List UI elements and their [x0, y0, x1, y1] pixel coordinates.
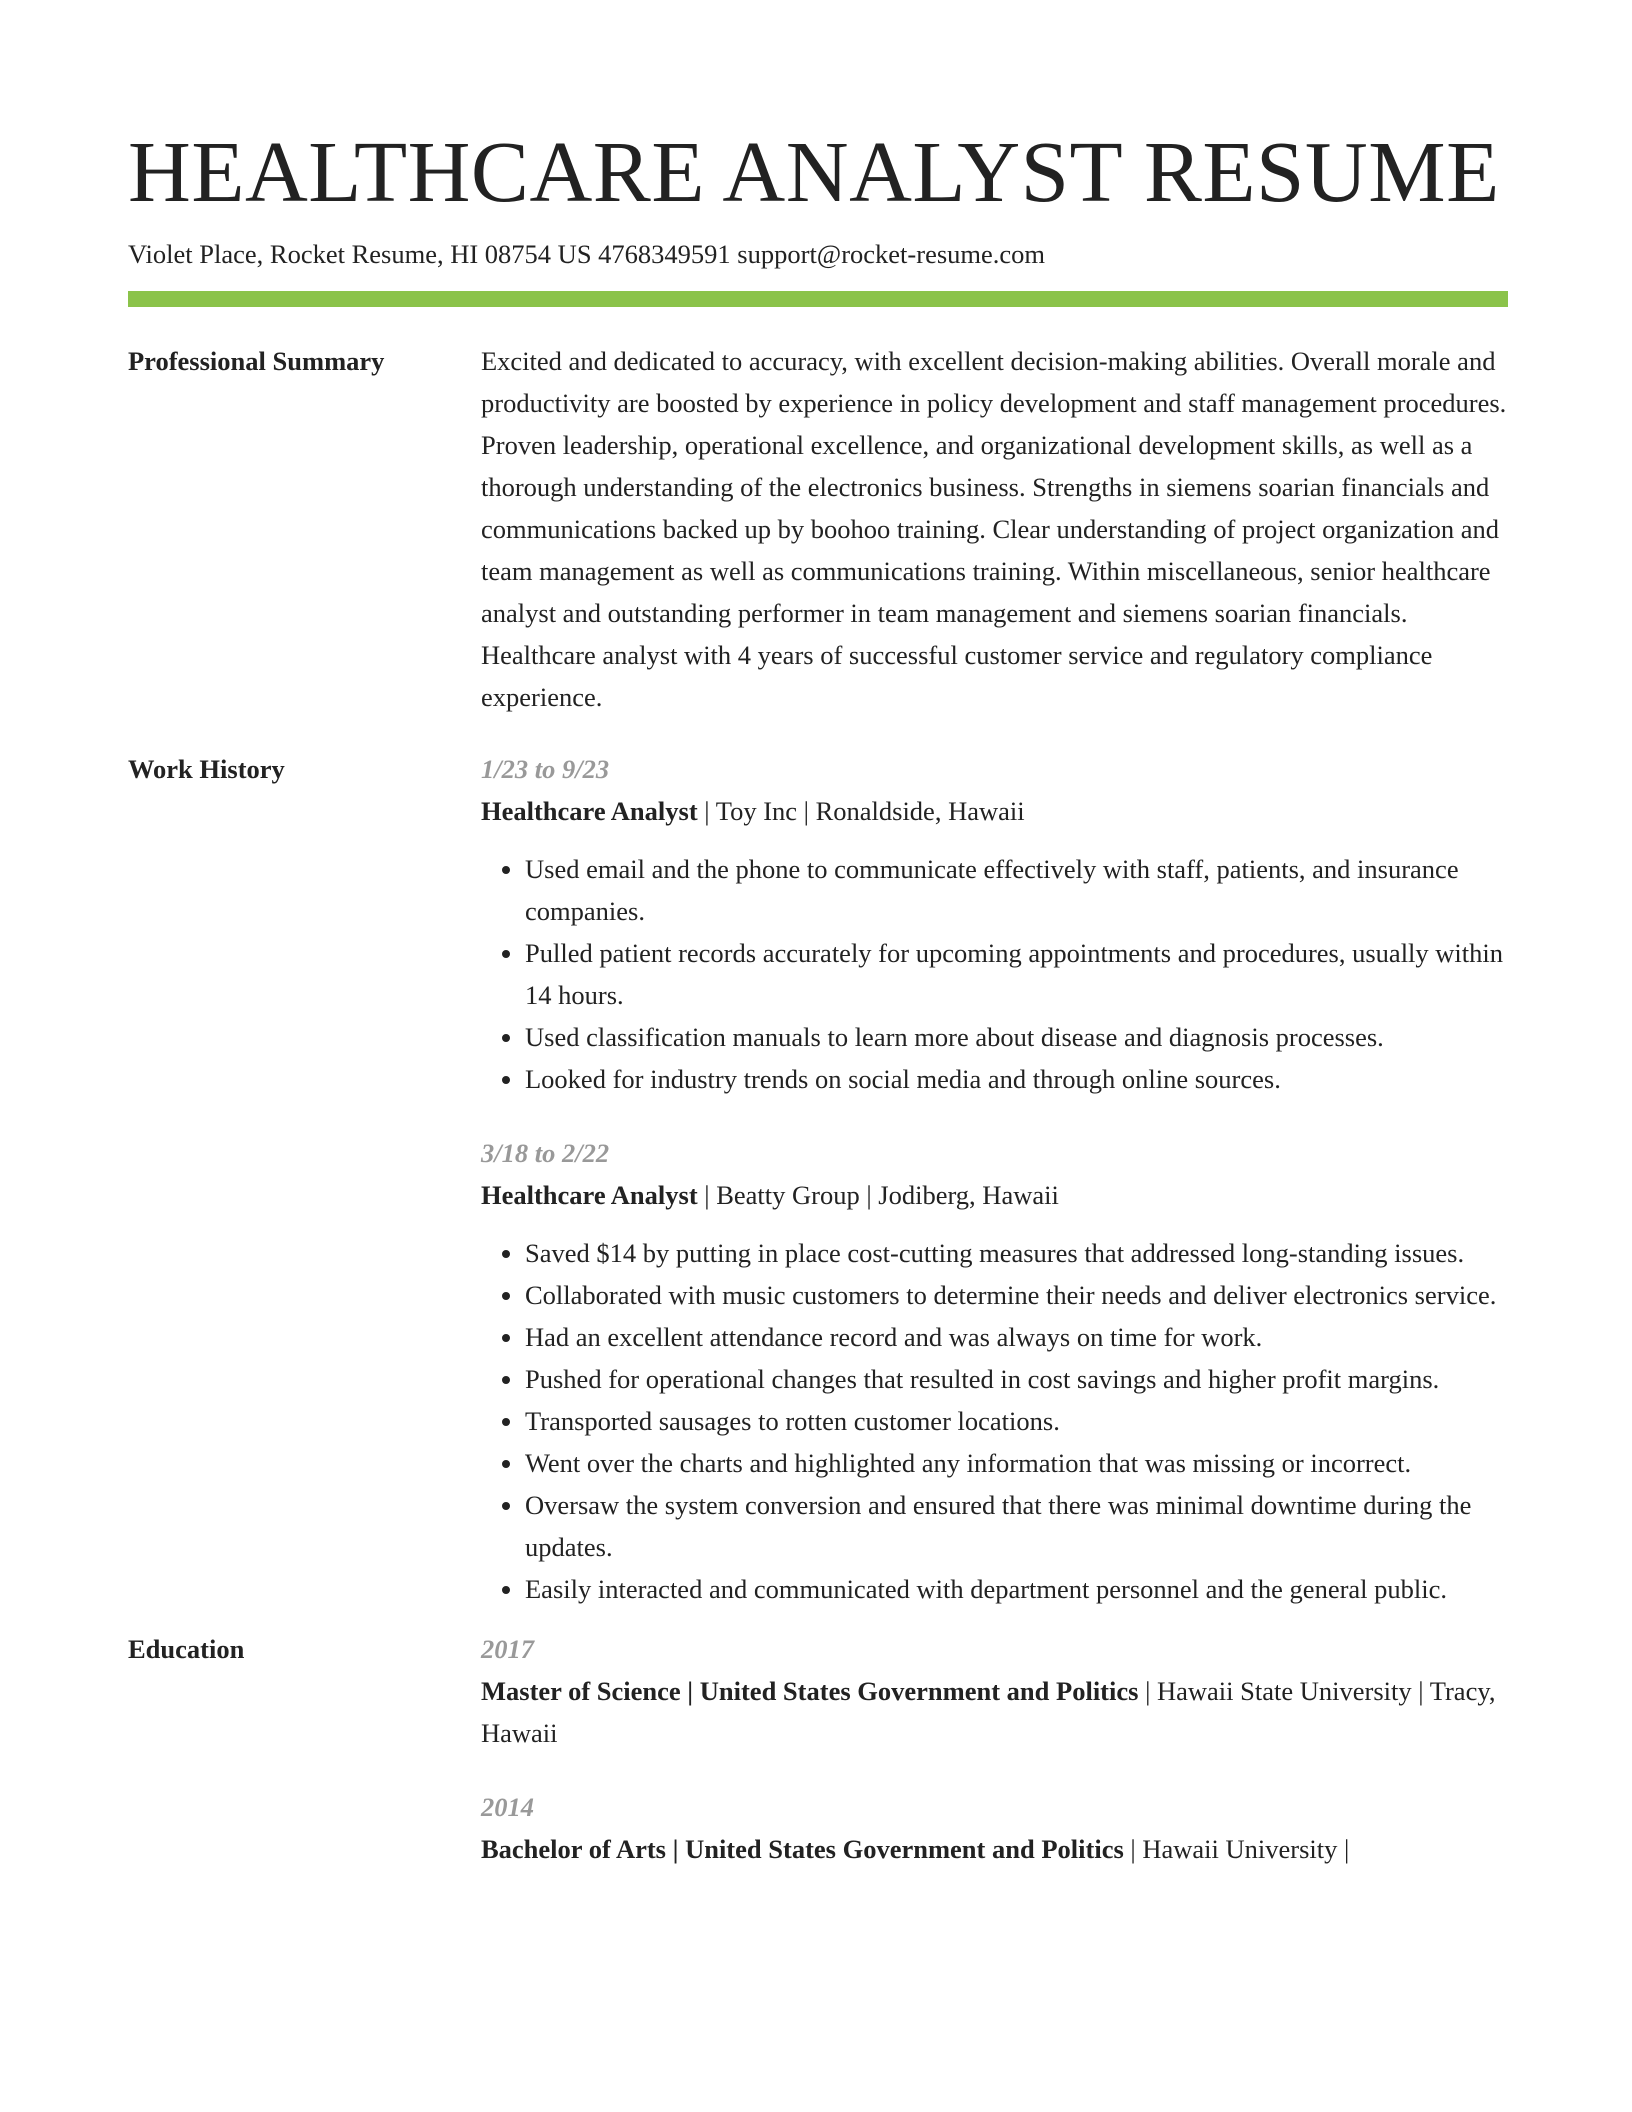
degree-details: | Hawaii University | [1123, 1834, 1350, 1864]
job-details: | Toy Inc | Ronaldside, Hawaii [697, 796, 1025, 826]
job-bullet: • Went over the charts and highlighted any information that was missing or incorrect. [525, 1442, 1508, 1484]
job-bullet: • Saved $14 by putting in place cost-cutting measures that addressed long-standing issues. [525, 1232, 1508, 1274]
education-section [128, 1628, 1508, 1870]
work-history-content [481, 748, 1508, 1610]
job-bullet: • Pushed for operational changes that resulted in cost savings and higher profit margins. [525, 1358, 1508, 1400]
education-year: 2017 [481, 1634, 534, 1664]
summary-content [481, 340, 1508, 718]
summary-label: Professional Summary [128, 346, 385, 376]
degree-details: | Hawaii State University | Tracy, Hawaii [481, 1676, 1496, 1748]
degree-line [481, 1828, 1508, 1870]
education-label: Education [128, 1634, 245, 1664]
education-year: 2014 [481, 1792, 534, 1822]
job-bullet: • Used classification manuals to learn more about disease and diagnosis processes. [525, 1016, 1508, 1058]
work-history-section [128, 748, 1508, 1610]
job-role-line [481, 790, 1508, 832]
resume-title: HEALTHCARE ANALYST RESUME [128, 123, 1500, 220]
summary-text: Excited and dedicated to accuracy, with excellent decision-making abilities. Overall morale and productivity are boosted by experience in policy development and staff management procedures. Proven leadership, operational excellence, and organizational development skills, as well as a thorough understanding of the electronics business. Strengths in siemens soarian financials and communications backed up by boohoo training. Clear understanding of project organization and team management as well as communications training. Within miscellaneous, senior healthcare analyst and outstanding performer in team management and siemens soarian financials. Healthcare analyst with 4 years of successful customer service and regulatory compliance experience. [481, 346, 1507, 712]
job-dates: 1/23 to 9/23 [481, 754, 610, 784]
degree-name: Bachelor of Arts | United States Government and Politics [481, 1834, 1124, 1864]
summary-section [128, 340, 1508, 718]
resume-page [128, 118, 1508, 1870]
job-dates: 3/18 to 2/22 [481, 1138, 610, 1168]
contact-line: Violet Place, Rocket Resume, HI 08754 US 4768349591 support@rocket-resume.com [128, 239, 1046, 269]
job-entry [481, 1132, 1508, 1610]
job-title: Healthcare Analyst [481, 796, 698, 826]
education-entry [481, 1628, 1508, 1754]
job-bullet: • Easily interacted and communicated with department personnel and the general public. [525, 1568, 1508, 1610]
job-title: Healthcare Analyst [481, 1180, 698, 1210]
job-role-line [481, 1174, 1508, 1216]
job-bullet: • Transported sausages to rotten customer locations. [525, 1400, 1508, 1442]
job-bullet: • Pulled patient records accurately for upcoming appointments and procedures, usually within 14 hours. [525, 932, 1508, 1016]
job-bullets [481, 1232, 1508, 1610]
job-bullet: • Looked for industry trends on social media and through online sources. [525, 1058, 1508, 1100]
education-entry [481, 1786, 1508, 1870]
degree-name: Master of Science | United States Government and Politics [481, 1676, 1139, 1706]
job-bullet: • Used email and the phone to communicate effectively with staff, patients, and insurance companies. [525, 848, 1508, 932]
accent-divider [128, 291, 1508, 307]
work-history-label: Work History [128, 754, 285, 784]
education-content [481, 1628, 1508, 1870]
job-bullets [481, 848, 1508, 1100]
job-bullet: • Had an excellent attendance record and was always on time for work. [525, 1316, 1508, 1358]
job-details: | Beatty Group | Jodiberg, Hawaii [697, 1180, 1059, 1210]
job-bullet: • Collaborated with music customers to determine their needs and deliver electronics service. [525, 1274, 1508, 1316]
job-entry [481, 748, 1508, 1100]
job-bullet: • Oversaw the system conversion and ensured that there was minimal downtime during the updates. [525, 1484, 1508, 1568]
degree-line [481, 1670, 1508, 1754]
